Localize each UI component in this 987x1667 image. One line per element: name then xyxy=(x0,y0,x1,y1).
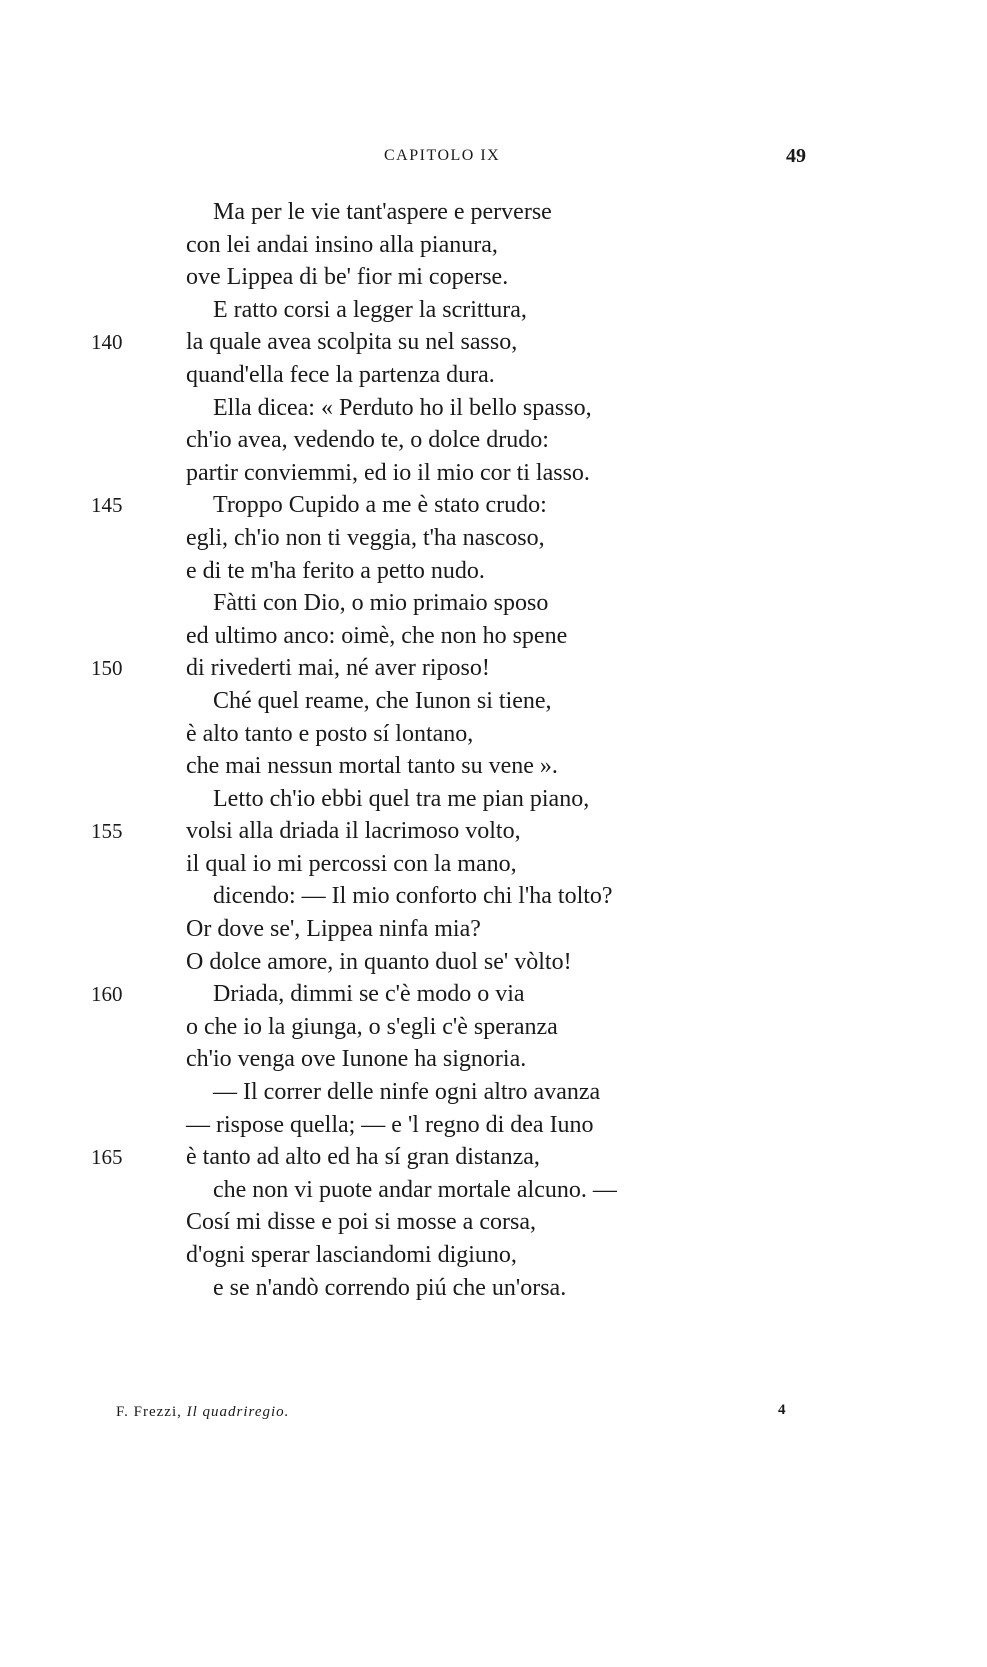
verse-line xyxy=(0,783,987,816)
verse-text: volsi alla driada il lacrimoso volto, xyxy=(186,818,521,845)
verse-line xyxy=(0,1272,987,1305)
verse-line xyxy=(0,913,987,946)
verse-line xyxy=(0,1206,987,1239)
footer-title: Il quadriregio. xyxy=(186,1404,290,1420)
verse-text: Driada, dimmi se c'è modo o via xyxy=(213,981,525,1008)
verse-text: o che io la giunga, o s'egli c'è speranza xyxy=(186,1013,558,1040)
verse-number: 160 xyxy=(91,982,123,1007)
verse-line xyxy=(0,1174,987,1207)
verse-text: e se n'andò correndo piú che un'orsa. xyxy=(213,1274,567,1301)
verse-line xyxy=(0,196,987,229)
verse-text: la quale avea scolpita su nel sasso, xyxy=(186,329,518,356)
verse-line xyxy=(0,587,987,620)
verse-line xyxy=(0,652,987,685)
verse-line xyxy=(0,1043,987,1076)
verse-line xyxy=(0,522,987,555)
verse-line xyxy=(0,1141,987,1174)
verse-line xyxy=(0,978,987,1011)
verse-text: e di te m'ha ferito a petto nudo. xyxy=(186,557,485,584)
verse-text: d'ogni sperar lasciandomi digiuno, xyxy=(186,1242,517,1268)
verse-line xyxy=(0,718,987,751)
verse-line xyxy=(0,261,987,294)
verse-line xyxy=(0,946,987,979)
verse-line xyxy=(0,1109,987,1142)
footer-author: F. Frezzi, xyxy=(116,1404,182,1420)
footer-citation xyxy=(116,1404,289,1421)
verse-text: E ratto corsi a legger la scrittura, xyxy=(213,296,527,323)
verse-text: Or dove se', Lippea ninfa mia? xyxy=(186,916,481,943)
page-number: 49 xyxy=(786,145,806,167)
verse-block xyxy=(0,196,987,1304)
verse-line xyxy=(0,229,987,262)
verse-line xyxy=(0,555,987,588)
running-head: CAPITOLO IX xyxy=(384,147,501,164)
verse-line xyxy=(0,1011,987,1044)
verse-text: con lei andai insino alla pianura, xyxy=(186,231,498,258)
verse-text: Ella dicea: « Perduto ho il bello spasso, xyxy=(213,394,592,421)
verse-text: Cosí mi disse e poi si mosse a corsa, xyxy=(186,1209,536,1236)
verse-text: Ché quel reame, che Iunon si tiene, xyxy=(213,687,552,714)
verse-text: egli, ch'io non ti veggia, t'ha nascoso, xyxy=(186,524,545,551)
verse-number: 150 xyxy=(91,656,123,681)
verse-text: partir conviemmi, ed io il mio cor ti lasso. xyxy=(186,459,590,486)
verse-text: Fàtti con Dio, o mio primaio sposo xyxy=(213,590,549,617)
verse-line xyxy=(0,620,987,653)
verse-text: — rispose quella; — e 'l regno di dea Iuno xyxy=(186,1111,594,1138)
verse-line xyxy=(0,294,987,327)
verse-text: che non vi puote andar mortale alcuno. — xyxy=(213,1176,617,1203)
verse-text: ch'io venga ove Iunone ha signoria. xyxy=(186,1046,527,1073)
verse-line xyxy=(0,457,987,490)
signature-mark: 4 xyxy=(778,1402,786,1418)
verse-line xyxy=(0,489,987,522)
verse-text: il qual io mi percossi con la mano, xyxy=(186,850,517,877)
verse-text: — Il correr delle ninfe ogni altro avanza xyxy=(213,1079,601,1106)
verse-text: è tanto ad alto ed ha sí gran distanza, xyxy=(186,1144,540,1171)
verse-line xyxy=(0,815,987,848)
verse-line xyxy=(0,424,987,457)
verse-text: ch'io avea, vedendo te, o dolce drudo: xyxy=(186,427,549,454)
verse-number: 165 xyxy=(91,1145,123,1170)
verse-text: ove Lippea di be' fior mi coperse. xyxy=(186,264,509,291)
verse-number: 155 xyxy=(91,819,123,844)
verse-line xyxy=(0,359,987,392)
verse-line xyxy=(0,392,987,425)
verse-text: dicendo: — Il mio conforto chi l'ha tolto? xyxy=(213,883,613,910)
verse-text: quand'ella fece la partenza dura. xyxy=(186,361,495,388)
verse-number: 145 xyxy=(91,493,123,518)
verse-text: Ma per le vie tant'aspere e perverse xyxy=(213,199,552,225)
verse-text: Troppo Cupido a me è stato crudo: xyxy=(213,492,547,519)
verse-text: di rivederti mai, né aver riposo! xyxy=(186,655,490,682)
verse-text: che mai nessun mortal tanto su vene ». xyxy=(186,753,558,780)
verse-text: Letto ch'io ebbi quel tra me pian piano, xyxy=(213,785,590,812)
verse-line xyxy=(0,685,987,718)
verse-line xyxy=(0,750,987,783)
verse-text: ed ultimo anco: oimè, che non ho spene xyxy=(186,622,568,649)
verse-line xyxy=(0,1076,987,1109)
verse-line xyxy=(0,880,987,913)
verse-text: è alto tanto e posto sí lontano, xyxy=(186,720,474,747)
verse-text: O dolce amore, in quanto duol se' vòlto! xyxy=(186,948,572,975)
verse-line xyxy=(0,1239,987,1272)
verse-line xyxy=(0,848,987,881)
verse-line xyxy=(0,326,987,359)
verse-number: 140 xyxy=(91,330,123,355)
